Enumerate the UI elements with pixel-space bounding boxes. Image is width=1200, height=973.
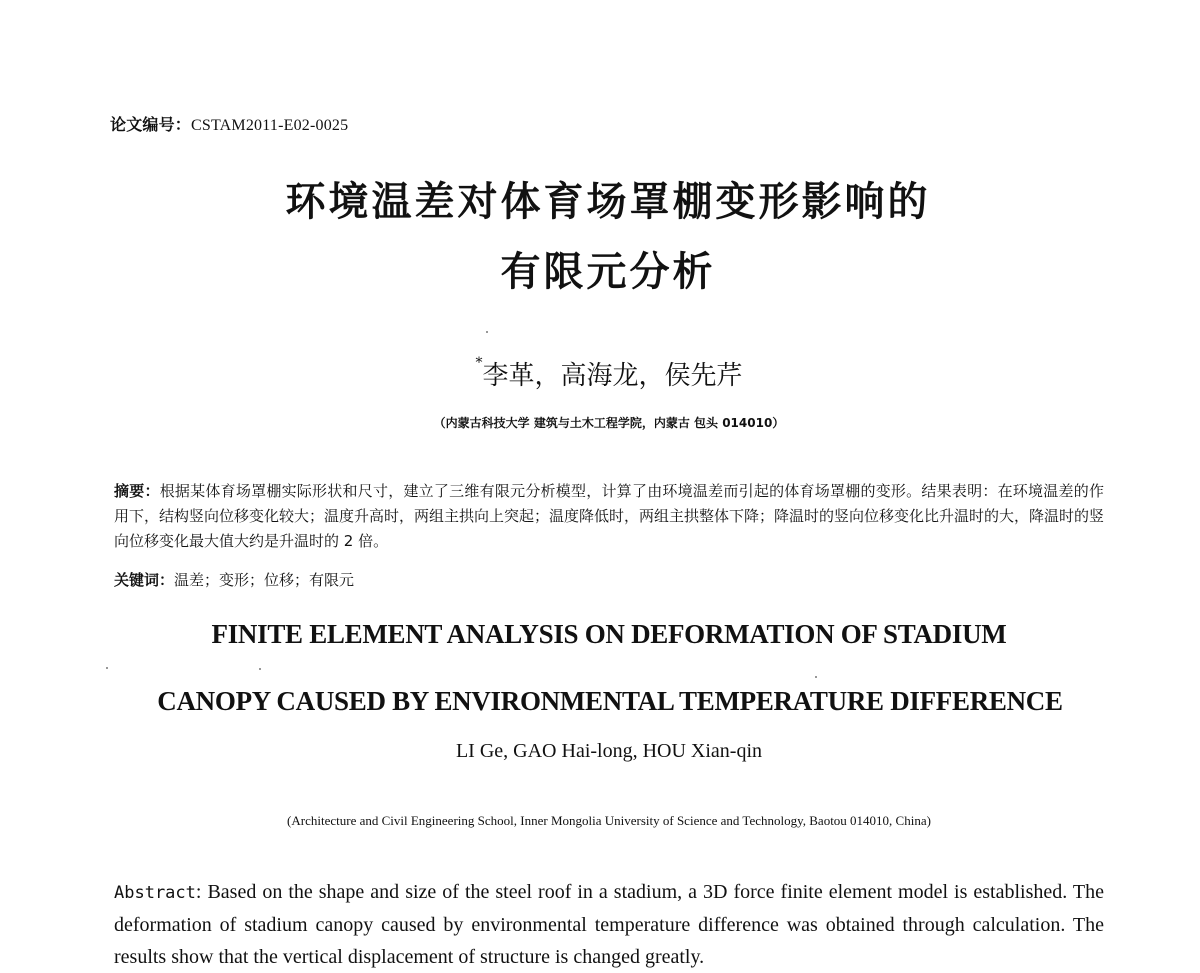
cn-authors [0,355,1200,392]
en-title-line1: FINITE ELEMENT ANALYSIS ON DEFORMATION OF STADIUM [211,619,1007,649]
cn-title-line1: 环境温差对体育场罩棚变形影响的 [285,179,931,225]
cn-keywords-label: 关键词： [114,571,175,589]
cn-affiliation: （内蒙古科技大学 建筑与土木工程学院，内蒙古 包头 014010） [433,416,785,430]
en-title-line2: CANOPY CAUSED BY ENVIRONMENTAL TEMPERATURE DIFFERENCE [157,686,1063,716]
paper-id-label: 论文编号： [110,115,192,134]
paper-id [110,112,348,135]
en-abstract-label: Abstract [114,883,196,903]
cn-abstract-label: 摘要： [114,482,160,500]
en-authors: LI Ge, GAO Hai-long, HOU Xian-qin [455,740,763,762]
en-abstract [114,876,1104,968]
cn-abstract [114,479,1104,554]
en-abstract-text: : Based on the shape and size of the steel roof in a stadium, a 3D force finite element model is established. The deformation of stadium canopy caused by environmental temperature difference was obtained through calculation. The results show that the vertical displacement of structure is changed greatly. [114,881,1104,968]
scan-speck [486,331,488,333]
cn-author-names: 李革，高海龙，侯先芹 [482,361,743,391]
cn-keywords [114,568,1104,593]
cn-keywords-text: 温差；变形；位移；有限元 [174,571,355,589]
corresponding-author-mark: * [475,355,483,371]
scan-speck [815,676,817,678]
paper-id-code: CSTAM2011-E02-0025 [191,117,349,134]
cn-title-line2: 有限元分析 [500,249,716,295]
en-affiliation: (Architecture and Civil Engineering School, Inner Mongolia University of Science and Technology, Baotou 014010, China) [287,813,931,828]
scan-speck [106,667,108,669]
scan-speck [259,668,261,670]
cn-abstract-text: 根据某体育场罩棚实际形状和尺寸，建立了三维有限元分析模型，计算了由环境温差而引起的体育场罩棚的变形。结果表明：在环境温差的作用下，结构竖向位移变化较大；温度升高时，两组主拱向上突起；温度降低时，两组主拱整体下降；降温时的竖向位移变化比升温时的大，降温时的竖向位移变化最大值大约是升温时的 2 倍。 [114,482,1105,550]
